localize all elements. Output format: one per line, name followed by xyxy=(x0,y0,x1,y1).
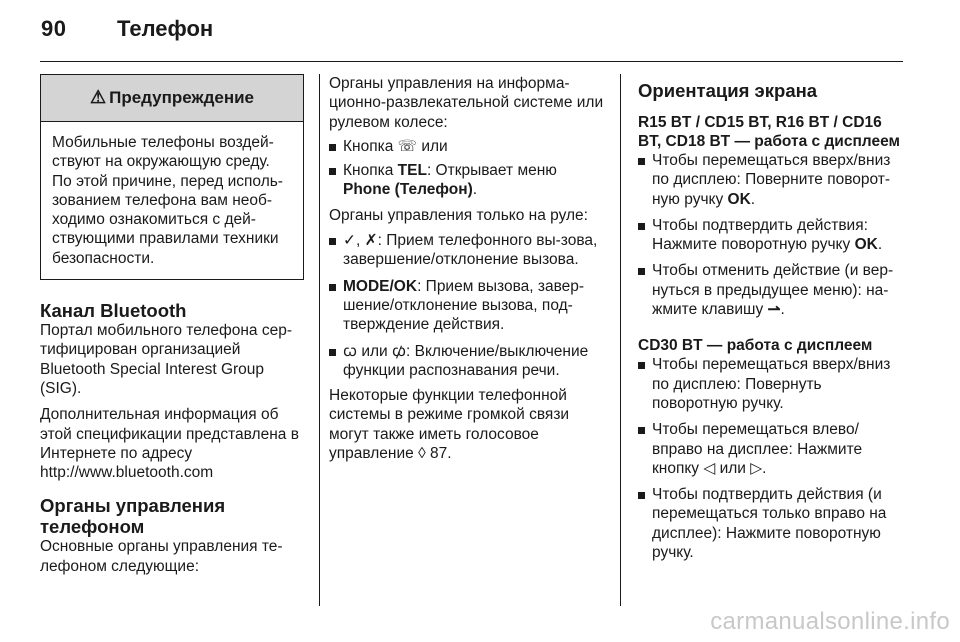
bullet-icon xyxy=(329,144,336,151)
warning-box xyxy=(40,74,304,280)
subheading-cd30: CD30 BT — работа с дисплеем xyxy=(638,337,873,355)
controls-heading: Органы управления телефоном xyxy=(40,495,226,538)
list-item: Кнопка ☏ или xyxy=(329,137,605,156)
list-item: Чтобы отменить действие (и вер-нуться в предыдущее меню): на-жмите клавишу ⇀. xyxy=(638,261,903,319)
bullet-icon xyxy=(638,492,645,499)
header-rule xyxy=(40,61,903,62)
bluetooth-paragraph-2: Дополнительная информация об этой спецификации представлена в Интернете по адресу http://www.bluetooth.com xyxy=(40,406,299,482)
warning-header xyxy=(41,75,303,122)
watermark: carmanualsonline.info xyxy=(710,608,950,635)
page-reference: ◊ 87. xyxy=(418,445,452,463)
column-2 xyxy=(329,74,605,463)
controls-list-2 xyxy=(329,231,605,380)
bullet-icon xyxy=(638,158,645,165)
bullet-icon xyxy=(329,284,336,291)
bullet-icon xyxy=(638,223,645,230)
list-item: Чтобы подтвердить действия (и перемещаться только вправо на дисплее): Нажмите поворотную ручку. xyxy=(638,485,903,562)
voice-control-paragraph: Некоторые функции телефонной системы в режиме громкой связи могут также иметь голосовое управление ◊ 87. xyxy=(329,387,570,463)
list-item: ꞷ или ꞷ̸: Включение/выключение функции распознавания речи. xyxy=(329,342,605,381)
bullet-icon xyxy=(329,349,336,356)
subheading-r15: R15 BT / CD15 BT, R16 BT / CD16 BT, CD18 BT — работа с дисплеем xyxy=(638,114,900,150)
column-divider-2 xyxy=(620,74,621,606)
page-number: 90 xyxy=(41,16,67,41)
page-title: Телефон xyxy=(117,16,214,41)
orientation-list-2 xyxy=(638,355,903,562)
bullet-icon xyxy=(638,427,645,434)
controls-list-1 xyxy=(329,137,605,200)
column-3 xyxy=(638,74,903,562)
list-item: Чтобы перемещаться вверх/вниз по дисплею: Повернуть поворотную ручку. xyxy=(638,355,903,413)
bullet-icon xyxy=(638,362,645,369)
call-accept-reject-icon: ✓, ✗ xyxy=(343,232,378,250)
list-item: MODE/OK: Прием вызова, завер-шение/отклонение вызова, под-тверждение действия. xyxy=(329,277,605,335)
screen-orientation-heading: Ориентация экрана xyxy=(638,80,818,101)
list-item: Чтобы подтвердить действия: Нажмите поворотную ручку OK. xyxy=(638,216,903,255)
warning-title: Предупреждение xyxy=(109,88,254,108)
orientation-list-1 xyxy=(638,151,903,319)
page-header xyxy=(41,16,213,52)
warning-triangle-icon: ⚠ xyxy=(89,87,107,108)
phone-button-icon: ☏ xyxy=(397,137,418,155)
list-item: Кнопка TEL: Открывает меню Phone (Телефон). xyxy=(329,161,605,200)
bluetooth-paragraph-1: Портал мобильного телефона сер-тифицирован организацией Bluetooth Special Interest Group (SIG). xyxy=(40,322,292,397)
back-key-icon: ⇀ xyxy=(767,301,781,319)
list-item: ✓, ✗: Прием телефонного вы-зова, завершение/отклонение вызова. xyxy=(329,231,605,270)
column-1 xyxy=(40,74,304,576)
controls-paragraph: Основные органы управления те-лефоном следующие: xyxy=(40,538,283,575)
controls-intro: Органы управления на информа-ционно-развлекательной системе или рулевом колесе: xyxy=(329,75,604,131)
bullet-icon xyxy=(329,238,336,245)
bluetooth-heading: Канал Bluetooth xyxy=(40,300,187,322)
bullet-icon xyxy=(329,168,336,175)
warning-body xyxy=(41,122,303,279)
list-item: Чтобы перемещаться вверх/вниз по дисплею: Поверните поворот-ную ручку OK. xyxy=(638,151,903,209)
steering-intro: Органы управления только на руле: xyxy=(329,206,588,224)
list-item: Чтобы перемещаться влево/ вправо на дисплее: Нажмите кнопку ◁ или ▷. xyxy=(638,420,903,478)
warning-text: Мобильные телефоны воздей-ствуют на окружающую среду. По этой причине, перед исполь-зованием телефона вам необ-ходимо ознакомиться с дей-ствующими правилами техники безопасности. xyxy=(52,134,283,267)
column-divider-1 xyxy=(319,74,320,606)
voice-recognition-icon: ꞷ или ꞷ̸ xyxy=(343,342,406,360)
bullet-icon xyxy=(638,268,645,275)
